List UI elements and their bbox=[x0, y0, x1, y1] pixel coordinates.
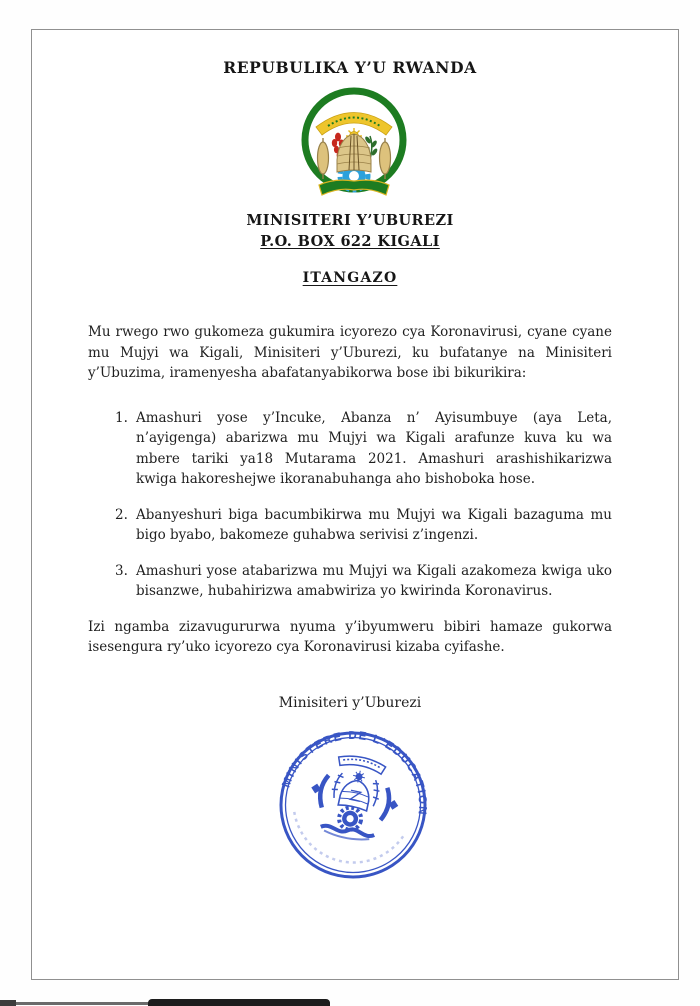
rwanda-emblem-icon bbox=[293, 84, 415, 202]
scan-edge-artifact bbox=[148, 999, 330, 1006]
ministry-name: MINISITERI Y’UBUREZI bbox=[246, 212, 454, 229]
item-number: 3. bbox=[115, 562, 128, 579]
list-item bbox=[115, 561, 612, 602]
closing-paragraph: Izi ngamba zizavugururwa nyuma y’ibyumweru bibiri hamaze gukorwa isesengura ry’uko icyorezo cya Koronavirusi kizaba cyifashe. bbox=[88, 618, 612, 655]
intro-paragraph: Mu rwego rwo gukomeza gukumira icyorezo cya Koronavirusi, cyane cyane mu Mujyi wa Kigali, Minisiteri y’Uburezi, ku bufatanye na Minisiteri y’Ubuzima, iramenyesha abafatanyabikorwa bose ibi bikurikira: bbox=[88, 324, 612, 381]
item-number: 1. bbox=[115, 409, 128, 426]
item-text: Abanyeshuri biga bacumbikirwa mu Mujyi wa Kigali bazaguma mu bigo byabo, bakomeze guhabwa serivisi z’ingenzi. bbox=[136, 506, 612, 543]
numbered-list bbox=[88, 408, 612, 602]
po-box-line: P.O. BOX 622 KIGALI bbox=[260, 233, 440, 250]
scan-edge-artifact bbox=[0, 1000, 16, 1006]
document-body bbox=[88, 322, 612, 658]
list-item bbox=[115, 408, 612, 490]
republic-title: REPUBULIKA Y’U RWANDA bbox=[223, 58, 477, 77]
signature-line: Minisiteri y’Uburezi bbox=[278, 695, 422, 711]
stamp-arc-text: MINISTERE DE L'EDUCATION bbox=[280, 729, 429, 817]
list-item bbox=[115, 505, 612, 546]
notice-title: ITANGAZO bbox=[302, 270, 398, 286]
ministry-ink-stamp bbox=[255, 709, 451, 902]
item-text: Amashuri yose y’Incuke, Abanza n’ Ayisumbuye (aya Leta, n’ayigenga) abarizwa mu Mujyi wa Kigali arafunze kuva ku wa mbere tariki ya18 Mutarama 2021. Amashuri arashishikarizwa kwiga hakoreshejwe ikoranabuhanga aho bishoboka hose. bbox=[136, 409, 612, 487]
blue-stamp-icon bbox=[255, 709, 451, 902]
item-text: Amashuri yose atabarizwa mu Mujyi wa Kigali azakomeza kwiga uko bisanzwe, hubahirizwa amabwiriza yo kwirinda Koronavirus. bbox=[136, 562, 612, 599]
item-number: 2. bbox=[115, 506, 128, 523]
rwanda-coat-of-arms-emblem bbox=[293, 84, 415, 202]
